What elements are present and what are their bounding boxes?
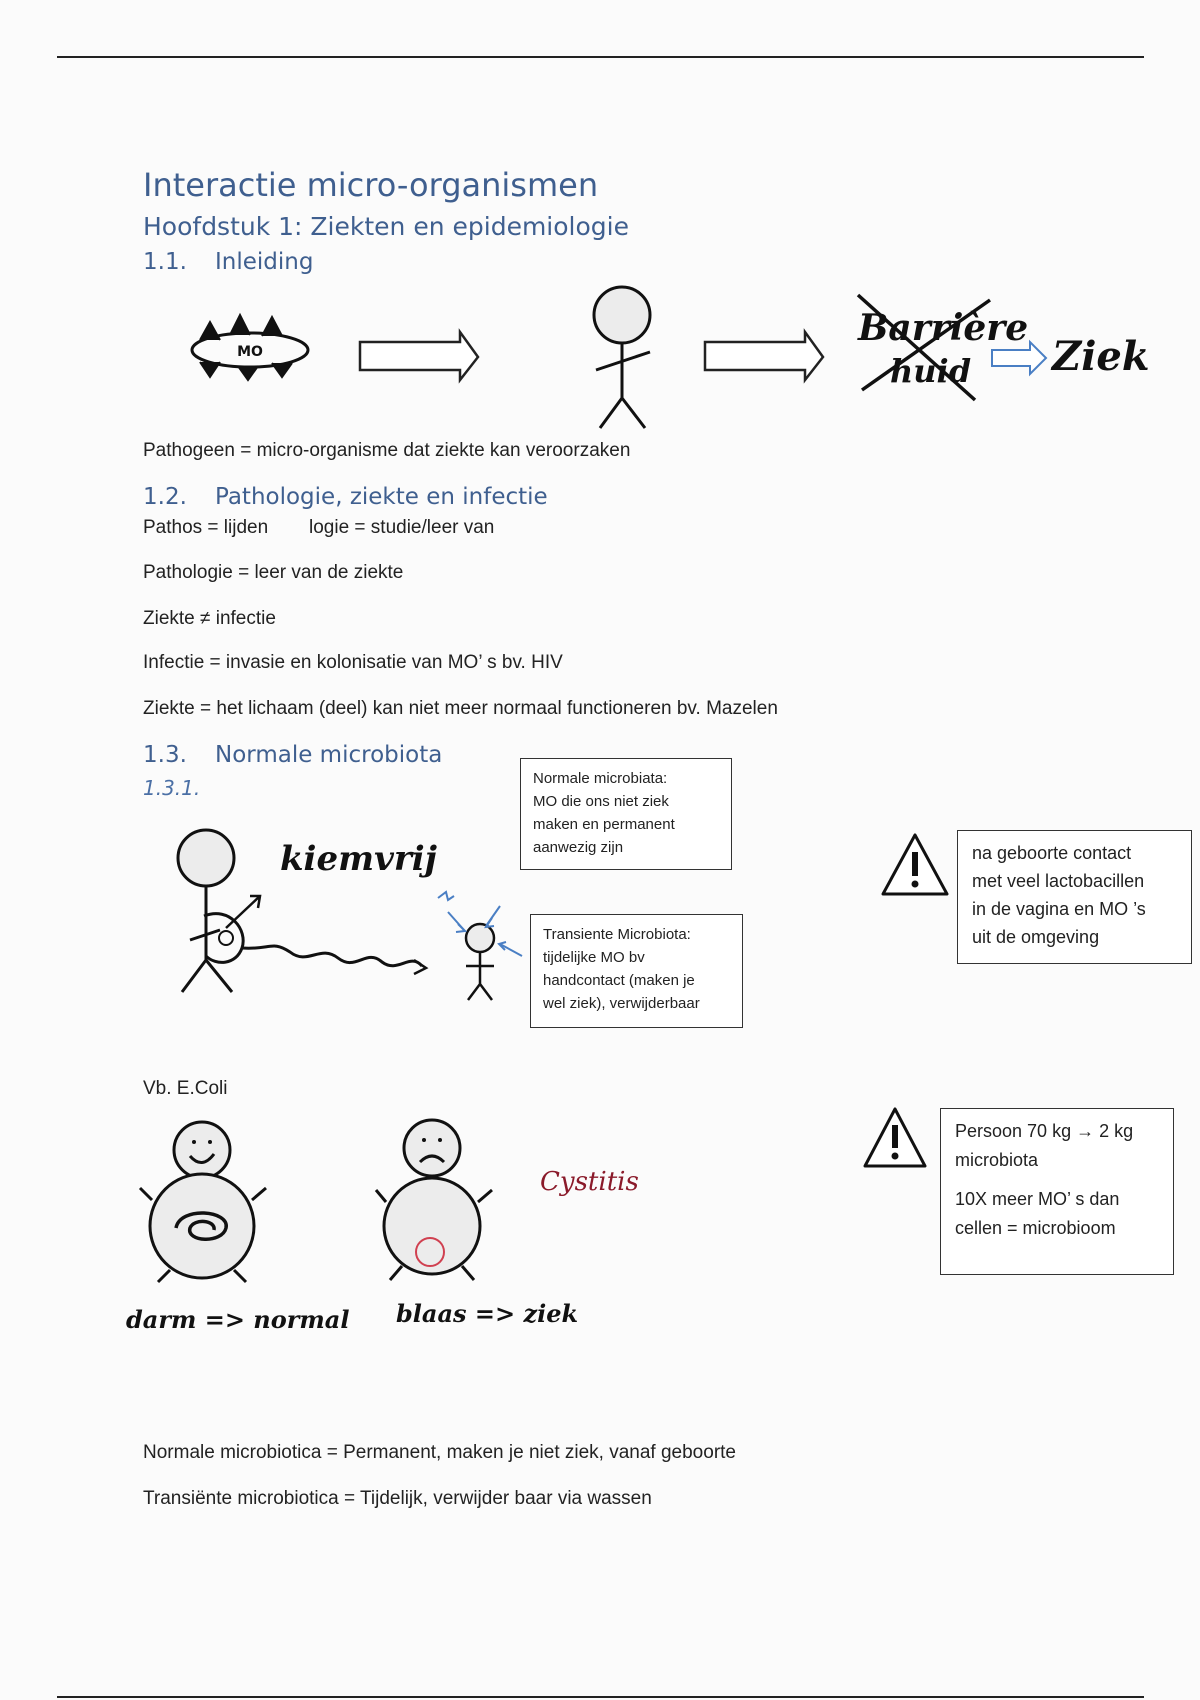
box-line: Transiente Microbiota: [543,926,691,943]
mother-figure-drawing [178,830,438,992]
microbiome-facts-box [940,1108,1174,1275]
blaas-label: blaas => ziek [396,1299,579,1328]
ziekte-infectie-line: Ziekte ≠ infectie [143,608,276,629]
ziekte-definition: Ziekte = het lichaam (deel) kan niet meer normaal functioneren bv. Mazelen [143,698,778,719]
section-number: 1.3. [143,742,187,768]
document-title: Interactie micro-organismen [143,166,599,204]
box-line: Normale microbiata: [533,770,668,787]
section-title: Normale microbiota [215,742,443,768]
stick-figure-person [594,287,650,428]
cystitis-label: Cystitis [540,1167,639,1197]
box-line: MO die ons niet ziek [533,793,669,810]
pathologie-definition: Pathologie = leer van de ziekte [143,562,404,583]
box-line: wel ziek), verwijderbaar [543,995,700,1012]
ziek-label: Ziek [1052,333,1150,380]
box-line: met veel lactobacillen [972,871,1145,891]
warning-icon [862,1106,928,1170]
section-number: 1.1. [143,249,187,275]
box-line: 10X meer MO’ s dan cellen = microbioom [955,1189,1120,1238]
crossed-barrier-drawing [857,295,1028,400]
transiente-microbiota-box [530,914,743,1028]
box-line: tijdelijke MO bv [543,949,645,966]
box-line: uit de omgeving [972,927,1100,947]
arrow-right-icon [705,332,823,380]
transiente-microbiotica-summary: Transiënte microbiotica = Tijdelijk, verwijder baar via wassen [143,1488,652,1509]
section-number: 1.2. [143,484,187,510]
ecoli-diagram [110,1110,750,1340]
box-line: handcontact (maken je [543,972,695,989]
birth-contact-box [957,830,1192,964]
subsection-1-3-1-heading: 1.3.1. [143,776,201,800]
section-1-3-heading [143,742,442,768]
barrier-label: Barrière [858,307,1029,349]
warning-icon [880,832,950,898]
kiemvrij-label: kiemvrij [280,839,437,879]
infectie-definition: Infectie = invasie en kolonisatie van MO’ s bv. HIV [143,652,563,673]
box-line: na geboorte contact [972,843,1132,863]
skin-label: huid [890,352,972,390]
ecoli-example-label: Vb. E.Coli [143,1078,228,1099]
section-title: Pathologie, ziekte en infectie [215,484,548,510]
logie-definition: logie = studie/leer van [309,517,495,538]
box-line: in de vagina en MO ’s [972,899,1146,919]
sad-figure-drawing [376,1120,492,1280]
section-title: Inleiding [215,249,314,275]
pathogeen-definition: Pathogeen = micro-organisme dat ziekte kan veroorzaken [143,440,631,461]
intro-diagram [0,270,1200,430]
darm-label: darm => normal [126,1305,350,1334]
normale-microbiotica-summary: Normale microbiotica = Permanent, maken je niet ziek, vanaf geboorte [143,1442,736,1463]
box-line: Persoon 70 kg → 2 kg microbiota [955,1121,1134,1170]
happy-figure-drawing [140,1122,266,1282]
footer-rule [57,1696,1144,1698]
chapter-heading: Hoofdstuk 1: Ziekten en epidemiologie [143,212,629,241]
normale-microbiota-box [520,758,732,870]
box-line: aanwezig zijn [533,839,624,856]
baby-figure-drawing [438,892,522,1000]
mo-label: MO [237,344,263,360]
pathos-definition: Pathos = lijden [143,517,269,538]
arrow-right-icon [360,332,478,380]
section-1-2-heading [143,484,548,510]
mo-organism-drawing [192,315,308,380]
header-rule [57,56,1144,58]
box-line: maken en permanent [533,816,675,833]
